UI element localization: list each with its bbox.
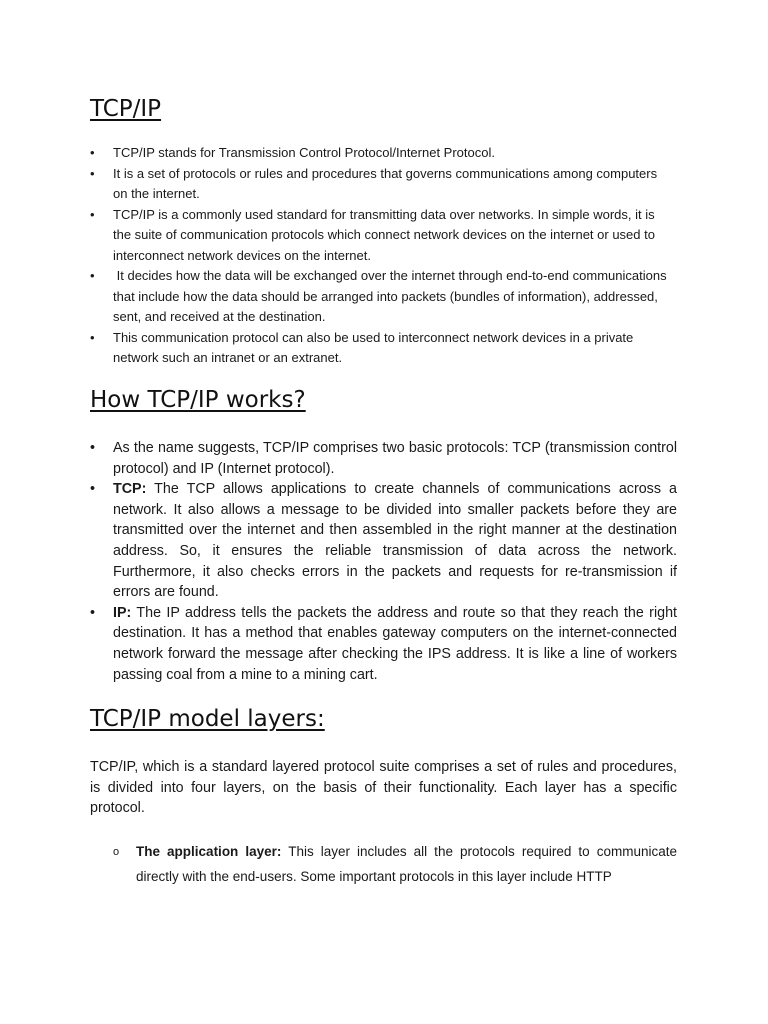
list-item-text: As the name suggests, TCP/IP comprises two basic protocols: TCP (transmission control protocol) and IP (Internet protocol). xyxy=(113,440,677,477)
section-heading-how-tcpip-works: How TCP/IP works? xyxy=(90,387,306,413)
bullet-marker: • xyxy=(90,440,96,456)
list-item xyxy=(113,840,677,889)
bullet-marker: • xyxy=(90,165,95,181)
list-item-text: This communication protocol can also be used to interconnect network devices in a private network such an intranet or an extranet. xyxy=(113,329,634,365)
list-item xyxy=(90,438,677,479)
list-item-text: This layer includes all the protocols required to communicate directly with the end-users. Some important protocols in this layer include HTTP xyxy=(136,844,677,884)
layers-list xyxy=(113,840,677,889)
term-application-layer: The application layer: xyxy=(136,844,282,859)
bullet-marker: • xyxy=(90,268,95,283)
layers-intro-paragraph: TCP/IP, which is a standard layered protocol suite comprises a set of rules and procedures, is divided into four layers, on the basis of their functionality. Each layer has a specific protocol. xyxy=(90,759,677,816)
list-item-text: The IP address tells the packets the address and route so that they reach the right destination. It has a method that enables gateway computers on the internet-connected network forward the message after checking the IPS address. It is like a line of workers passing coal from a mine to a mining cart. xyxy=(113,604,677,683)
section-heading-tcpip: TCP/IP xyxy=(90,96,162,122)
list-item xyxy=(90,205,675,267)
section-heading-model-layers: TCP/IP model layers: xyxy=(90,706,325,732)
sub-bullet-marker: o xyxy=(113,846,120,858)
tcpip-bullet-list xyxy=(90,143,675,369)
term-tcp: TCP: xyxy=(113,481,147,498)
list-item xyxy=(90,266,675,328)
list-item-text: It decides how the data will be exchanged over the internet through end-to-end communications that include how the data should be arranged into packets (bundles of information), addressed, sent, and received at the destination. xyxy=(113,268,671,324)
how-it-works-bullet-list xyxy=(90,438,677,685)
list-item xyxy=(90,479,677,603)
list-item xyxy=(90,328,675,369)
term-ip: IP: xyxy=(113,604,132,621)
list-item-text: TCP/IP stands for Transmission Control Protocol/Internet Protocol. xyxy=(113,145,495,160)
list-item-text: The TCP allows applications to create channels of communications across a network. It also allows a message to be divided into smaller packets before they are transmitted over the internet and then assembled in the right manner at the destination address. So, it ensures the reliable transmission of data across the network. Furthermore, it also checks errors in the packets and requests for re-transmission if errors are found. xyxy=(113,481,677,601)
bullet-marker: • xyxy=(90,481,96,498)
list-item-text: It is a set of protocols or rules and procedures that governs communications among computers on the internet. xyxy=(113,165,658,201)
bullet-marker: • xyxy=(90,206,95,222)
bullet-marker: • xyxy=(90,329,95,345)
list-item xyxy=(90,164,675,205)
list-item-text: TCP/IP is a commonly used standard for transmitting data over networks. In simple words, it is the suite of communication protocols which connect network devices on the internet or used to interconnect network devices on the internet. xyxy=(113,206,655,263)
list-item xyxy=(90,143,675,164)
list-item xyxy=(90,603,677,685)
bullet-marker: • xyxy=(90,145,95,160)
bullet-marker: • xyxy=(90,604,96,621)
